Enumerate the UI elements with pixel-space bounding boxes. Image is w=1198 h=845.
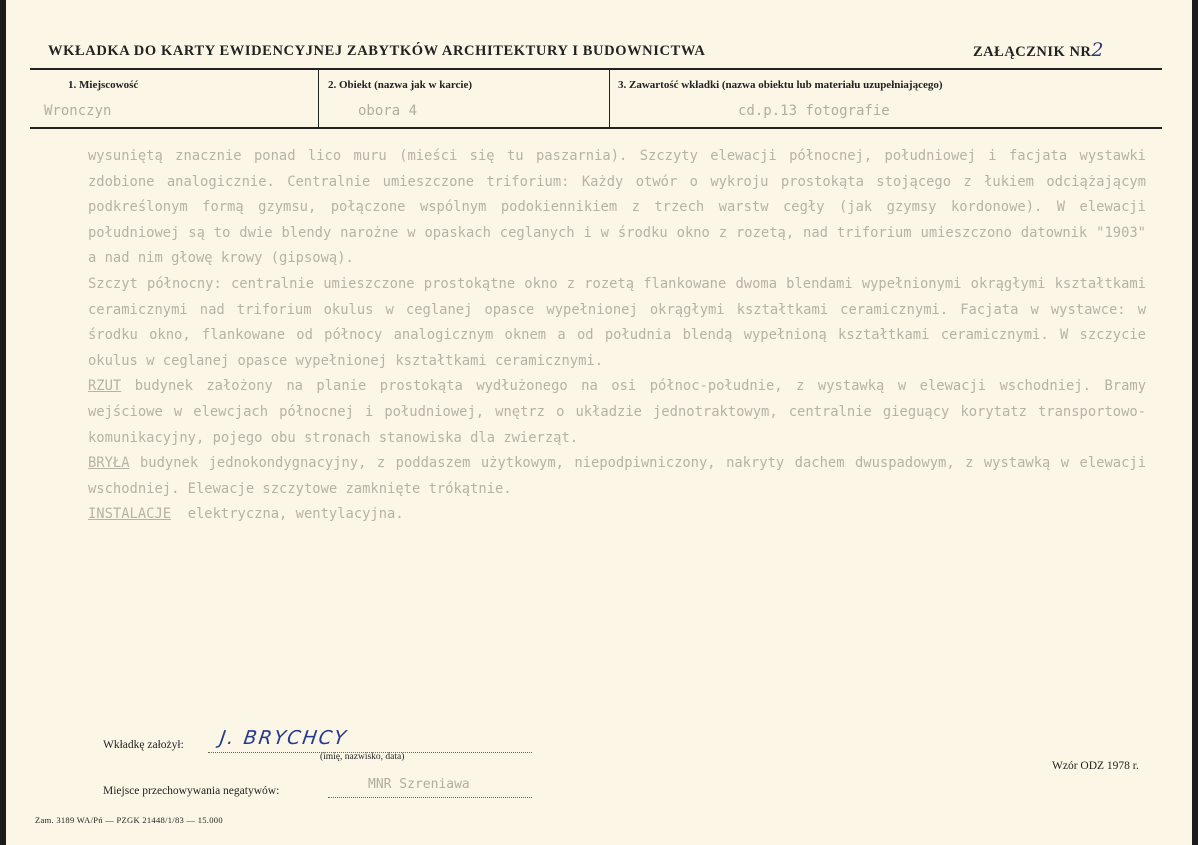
description-text	[88, 144, 1146, 528]
storage-value: MNR Szreniawa	[368, 777, 470, 792]
field-label-content: 3. Zawartość wkładki (nazwa obiektu lub materiału uzupełniającego)	[618, 79, 943, 91]
paragraph-installations-text: elektryczna, wentylacyjna.	[171, 506, 404, 523]
paragraph-massing-text: budynek jednokondygnacyjny, z poddaszem użytkowym, niepodpiwniczony, nakryty dachem dwuspadowym, z wystawką w elewacji wschodniej. Elewacje szczytowe zamknięte trókątnie.	[88, 455, 1146, 497]
paragraph-massing	[88, 451, 1146, 502]
field-label-locality: 1. Miejscowość	[68, 79, 139, 91]
field-value-locality: Wronczyn	[44, 103, 112, 119]
section-head-massing: BRYŁA	[88, 455, 130, 472]
section-head-plan: RZUT	[88, 378, 122, 395]
annex-number: 2	[1091, 39, 1104, 61]
paragraph-elevations: wysuniętą znacznie ponad lico muru (mieści się tu paszarnia). Szczyty elewacji północnej, południowej i facjata wystawki zdobione analogicznie. Centralnie umieszczone triforium: Każdy otwór o wykroju prostokąta stojącego z łukiem odciążającym podkreślonym formą gzymsu, połączone wspólnym podokiennikiem z trzech warstw cegły (jak gzymsy kordonowe). W elewacji południowej są to dwie blendy narożne w opaskach ceglanych i w środku okno z rozetą, nad triforium umieszczono datownik "1903" a nad nim głowę krowy (gipsową).	[88, 148, 1146, 267]
storage-line	[328, 797, 532, 798]
header-rule-bottom	[30, 127, 1162, 129]
field-value-content: cd.p.13 fotografie	[738, 103, 890, 119]
paragraph-plan	[88, 374, 1146, 451]
header-divider-1	[318, 70, 319, 128]
paragraph-plan-text: budynek założony na planie prostokąta wydłużonego na osi północ-południe, z wystawką w elewacji wschodniej. Bramy wejściowe w elewcjach północnej i południowej, wnętrz o układzie jednotraktowym, centralnie gieguący korytatz transportowo-komunikacyjny, pojego obu stronach stanowiska dla zwierząt.	[88, 378, 1146, 446]
author-signature: J. BRYCHCY	[218, 727, 350, 749]
storage-label: Miejsce przechowywania negatywów:	[103, 785, 280, 797]
annex-label-text: ZAŁĄCZNIK NR	[973, 44, 1092, 60]
section-head-installations: INSTALACJE	[88, 506, 172, 523]
scan-edge-right	[1192, 0, 1198, 845]
form-title: WKŁADKA DO KARTY EWIDENCYJNEJ ZABYTKÓW ARCHITEKTURY I BUDOWNICTWA	[48, 43, 706, 59]
field-label-object: 2. Obiekt (nazwa jak w karcie)	[328, 79, 473, 91]
field-value-object: obora 4	[358, 103, 418, 119]
founded-by-hint: (imię, nazwisko, data)	[320, 752, 405, 762]
form-model: Wzór ODZ 1978 r.	[1052, 760, 1139, 772]
header-divider-2	[609, 70, 610, 128]
annex-label	[973, 39, 1104, 61]
paragraph-north-gable: Szczyt północny: centralnie umieszczone prostokątne okno z rozetą flankowane dwoma blendami wypełnionymi okrągłymi kształtkami ceramicznymi nad triforium okulus w ceglanej opasce wypełnionej okrągłymi kształtkami ceramicznymi. Facjata w wystawce: w środku okno, flankowane od północy analogicznym oknem a od południa blendą wypełnioną kształtkami ceramicznymi. W szczycie okulus w ceglanej opasce wypełnionej kształtkami ceramicznymi.	[88, 275, 1146, 369]
header-rule-top	[30, 68, 1162, 70]
paragraph-installations	[88, 502, 1146, 528]
print-info: Zam. 3189 WA/Pń — PZGK 21448/1/83 — 15.000	[35, 815, 223, 825]
founded-by-label: Wkładkę założył:	[103, 739, 184, 751]
scan-edge-left	[0, 0, 6, 845]
